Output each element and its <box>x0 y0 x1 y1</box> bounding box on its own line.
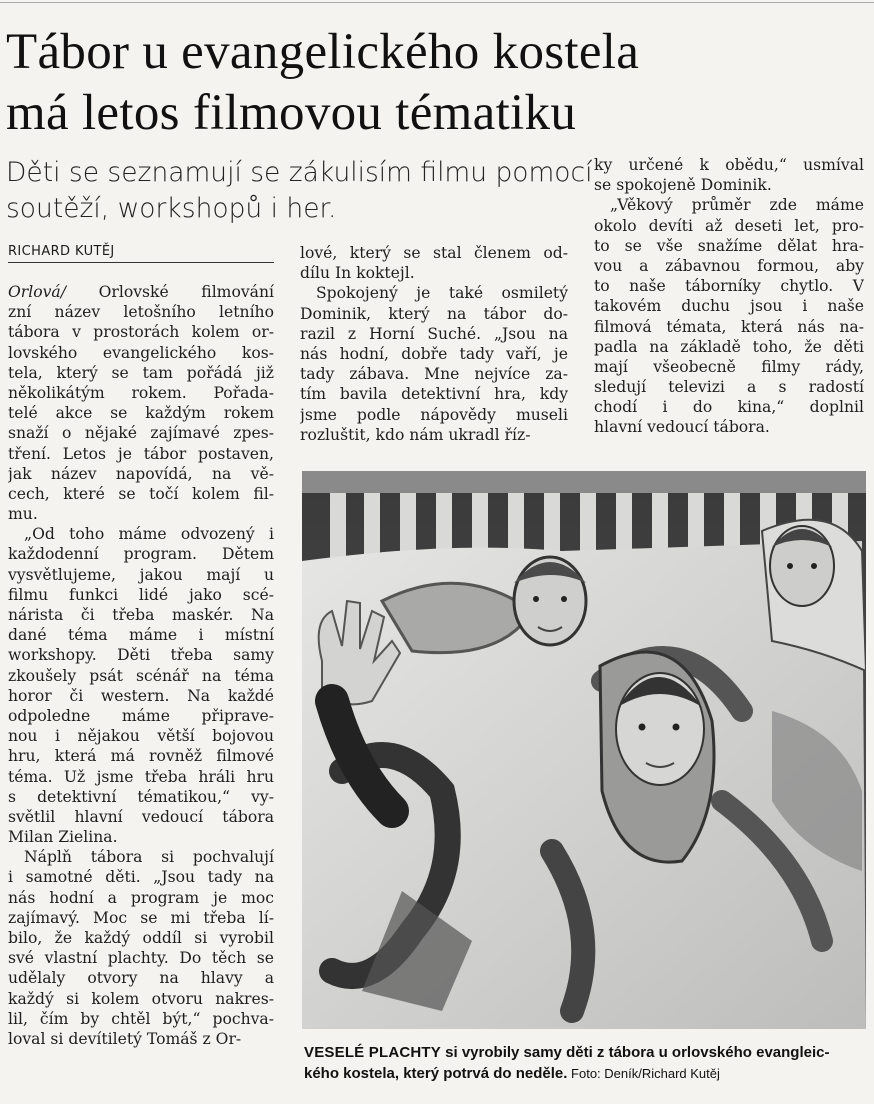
caption-text-1: si vyrobily samy děti z tábora u orlovského evangleic- <box>441 1044 830 1061</box>
col2-line: razil z Horní Suché. „Jsou na <box>300 324 568 343</box>
col1-line: udělaly otvory na hlavy a <box>8 969 274 988</box>
article-column-3 <box>594 155 864 438</box>
col1-line: odpoledne máme připrave- <box>8 706 274 725</box>
col1-line: workshopy. Děti třeba samy <box>8 646 274 665</box>
col1-line <box>8 282 274 302</box>
col3-line: se spokojeně Dominik. <box>594 176 772 195</box>
col1-line: hru, která má rovněž filmové <box>8 747 274 766</box>
col2-line: jsme podle nápovědy museli <box>300 405 568 424</box>
col1-line: i samotné děti. „Jsou tady na <box>8 868 274 887</box>
col1-line: s detektivní tématikou,“ vy- <box>8 787 274 806</box>
subheadline <box>6 155 593 227</box>
col3-line: to naše táborníky chytlo. V <box>594 277 864 296</box>
col1-line: zní název letošního letního <box>8 303 274 322</box>
photo-caption <box>304 1042 870 1084</box>
headline <box>6 22 866 144</box>
subheadline-line-1: Děti se seznamují se zákulisím filmu pomocí <box>6 157 593 188</box>
col3-line: padla na základě toho, že děti <box>594 337 864 356</box>
col1-line: bilo, že každý oddíl si vyrobil <box>8 929 274 947</box>
col1-line: nou i nějakou větší bojovou <box>8 727 274 746</box>
col2-line: nás hodní, dobře tady vaří, je <box>300 344 568 363</box>
col1-line: nárista či třeba maskér. Na <box>8 606 274 624</box>
col3-line: ky určené k obědu,“ usmíval <box>594 156 864 174</box>
col1-line: Náplň tábora si pochvalují <box>24 848 274 867</box>
col1-line: snaží o nějaké zajímavé zpes- <box>8 424 274 443</box>
col1-line: loval si devítiletý Tomáš z Or- <box>8 1029 242 1048</box>
headline-line-1: Tábor u evangelického kostela <box>6 24 640 80</box>
col1-line: zajímavý. Moc se mi třeba lí- <box>8 908 274 927</box>
caption-lead: VESELÉ PLACHTY <box>304 1044 441 1061</box>
col1-line: filmu funkci lidé jako scé- <box>8 585 274 604</box>
col2-line: Dominik, který na tábor do- <box>300 304 568 323</box>
col2-line: Spokojený je také osmiletý <box>316 284 568 303</box>
caption-line-1 <box>304 1042 870 1063</box>
col3-line: vou a zábavnou formou, aby <box>594 256 864 275</box>
col1-line: tábora v prostorách kolem or- <box>8 323 274 342</box>
col1-line: lovského evangelického kos- <box>8 343 274 362</box>
col2-line: dílu In koktejl. <box>300 264 415 283</box>
col1-line: téma. Už jsme třeba hráli hru <box>8 767 274 786</box>
col1-line: několikátým rokem. Pořada- <box>8 383 274 402</box>
byline: RICHARD KUTĚJ <box>8 244 274 263</box>
col1-line: cech, které se točí kolem fil- <box>8 484 274 503</box>
dateline: Orlová/ <box>8 283 66 301</box>
col1-line: světlil hlavní vedoucí tábora <box>8 807 274 826</box>
article-column-2 <box>300 243 568 445</box>
col1-line: tření. Letos je tábor postaven, <box>8 444 274 463</box>
col2-line: tím bavila detektivní hra, kdy <box>300 385 568 404</box>
col1-line: vysvětlujeme, jakou mají u <box>8 565 274 584</box>
col1-line: jak název napovídá, na vě- <box>8 464 274 483</box>
col3-line: takovém duchu jsou i naše <box>594 297 864 316</box>
col3-line: chodí i do kina,“ doplnil <box>594 398 864 417</box>
col2-line: rozluštit, kdo nám ukradl říz- <box>300 425 531 444</box>
col1-line: tela, který se tam pořádá již <box>8 363 274 382</box>
top-rule <box>0 2 874 3</box>
col1-line: zkoušely psát scénář na téma <box>8 666 274 685</box>
col1-line: horor či western. Na každé <box>8 686 274 705</box>
col1-line: „Od toho máme odvozený i <box>24 525 274 544</box>
col1-line: každý si kolem otvoru nakres- <box>8 989 274 1008</box>
col3-line: sledují televizi a s radostí <box>594 378 864 397</box>
caption-text-2: kého kostela, který potrvá do neděle. <box>304 1065 568 1082</box>
col2-line: lové, který se stal členem od- <box>300 244 568 262</box>
subheadline-line-2: soutěží, workshopů i her. <box>6 193 337 224</box>
col1-line: každodenní program. Dětem <box>8 545 274 564</box>
article-photo <box>302 471 866 1029</box>
col3-line: okolo devíti až deseti let, pro- <box>594 216 864 235</box>
col3-line: filmová témata, která nás na- <box>594 317 864 336</box>
col3-line: to se vše snažíme dělat hra- <box>594 236 864 255</box>
col3-line: hlavní vedoucí tábora. <box>594 418 770 437</box>
caption-line-2 <box>304 1063 870 1084</box>
col1-line: lil, čím by chtěl být,“ pochva- <box>8 1009 274 1028</box>
col1-line: mu. <box>8 505 38 524</box>
col1-line: své vlastní plachty. Do těch se <box>8 949 274 968</box>
col1-line: nás hodní a program je moc <box>8 888 274 907</box>
col2-line: tady zábava. Mne nejvíce za- <box>300 365 568 384</box>
photo-credit: Foto: Deník/Richard Kutěj <box>567 1066 720 1081</box>
col3-line: „Věkový průměr zde máme <box>610 196 864 215</box>
col1-first-line-text: Orlovské filmování <box>98 283 274 301</box>
photo-children-in-sheets <box>302 471 866 1029</box>
col1-line: Milan Zielina. <box>8 828 118 847</box>
col1-line: dané téma máme i místní <box>8 626 274 645</box>
col3-line: mají všeobecně filmy rády, <box>594 357 864 376</box>
article-column-1 <box>8 282 274 1049</box>
headline-line-2: má letos filmovou tématiku <box>6 85 577 141</box>
col1-line: telé akce se každým rokem <box>8 404 274 423</box>
